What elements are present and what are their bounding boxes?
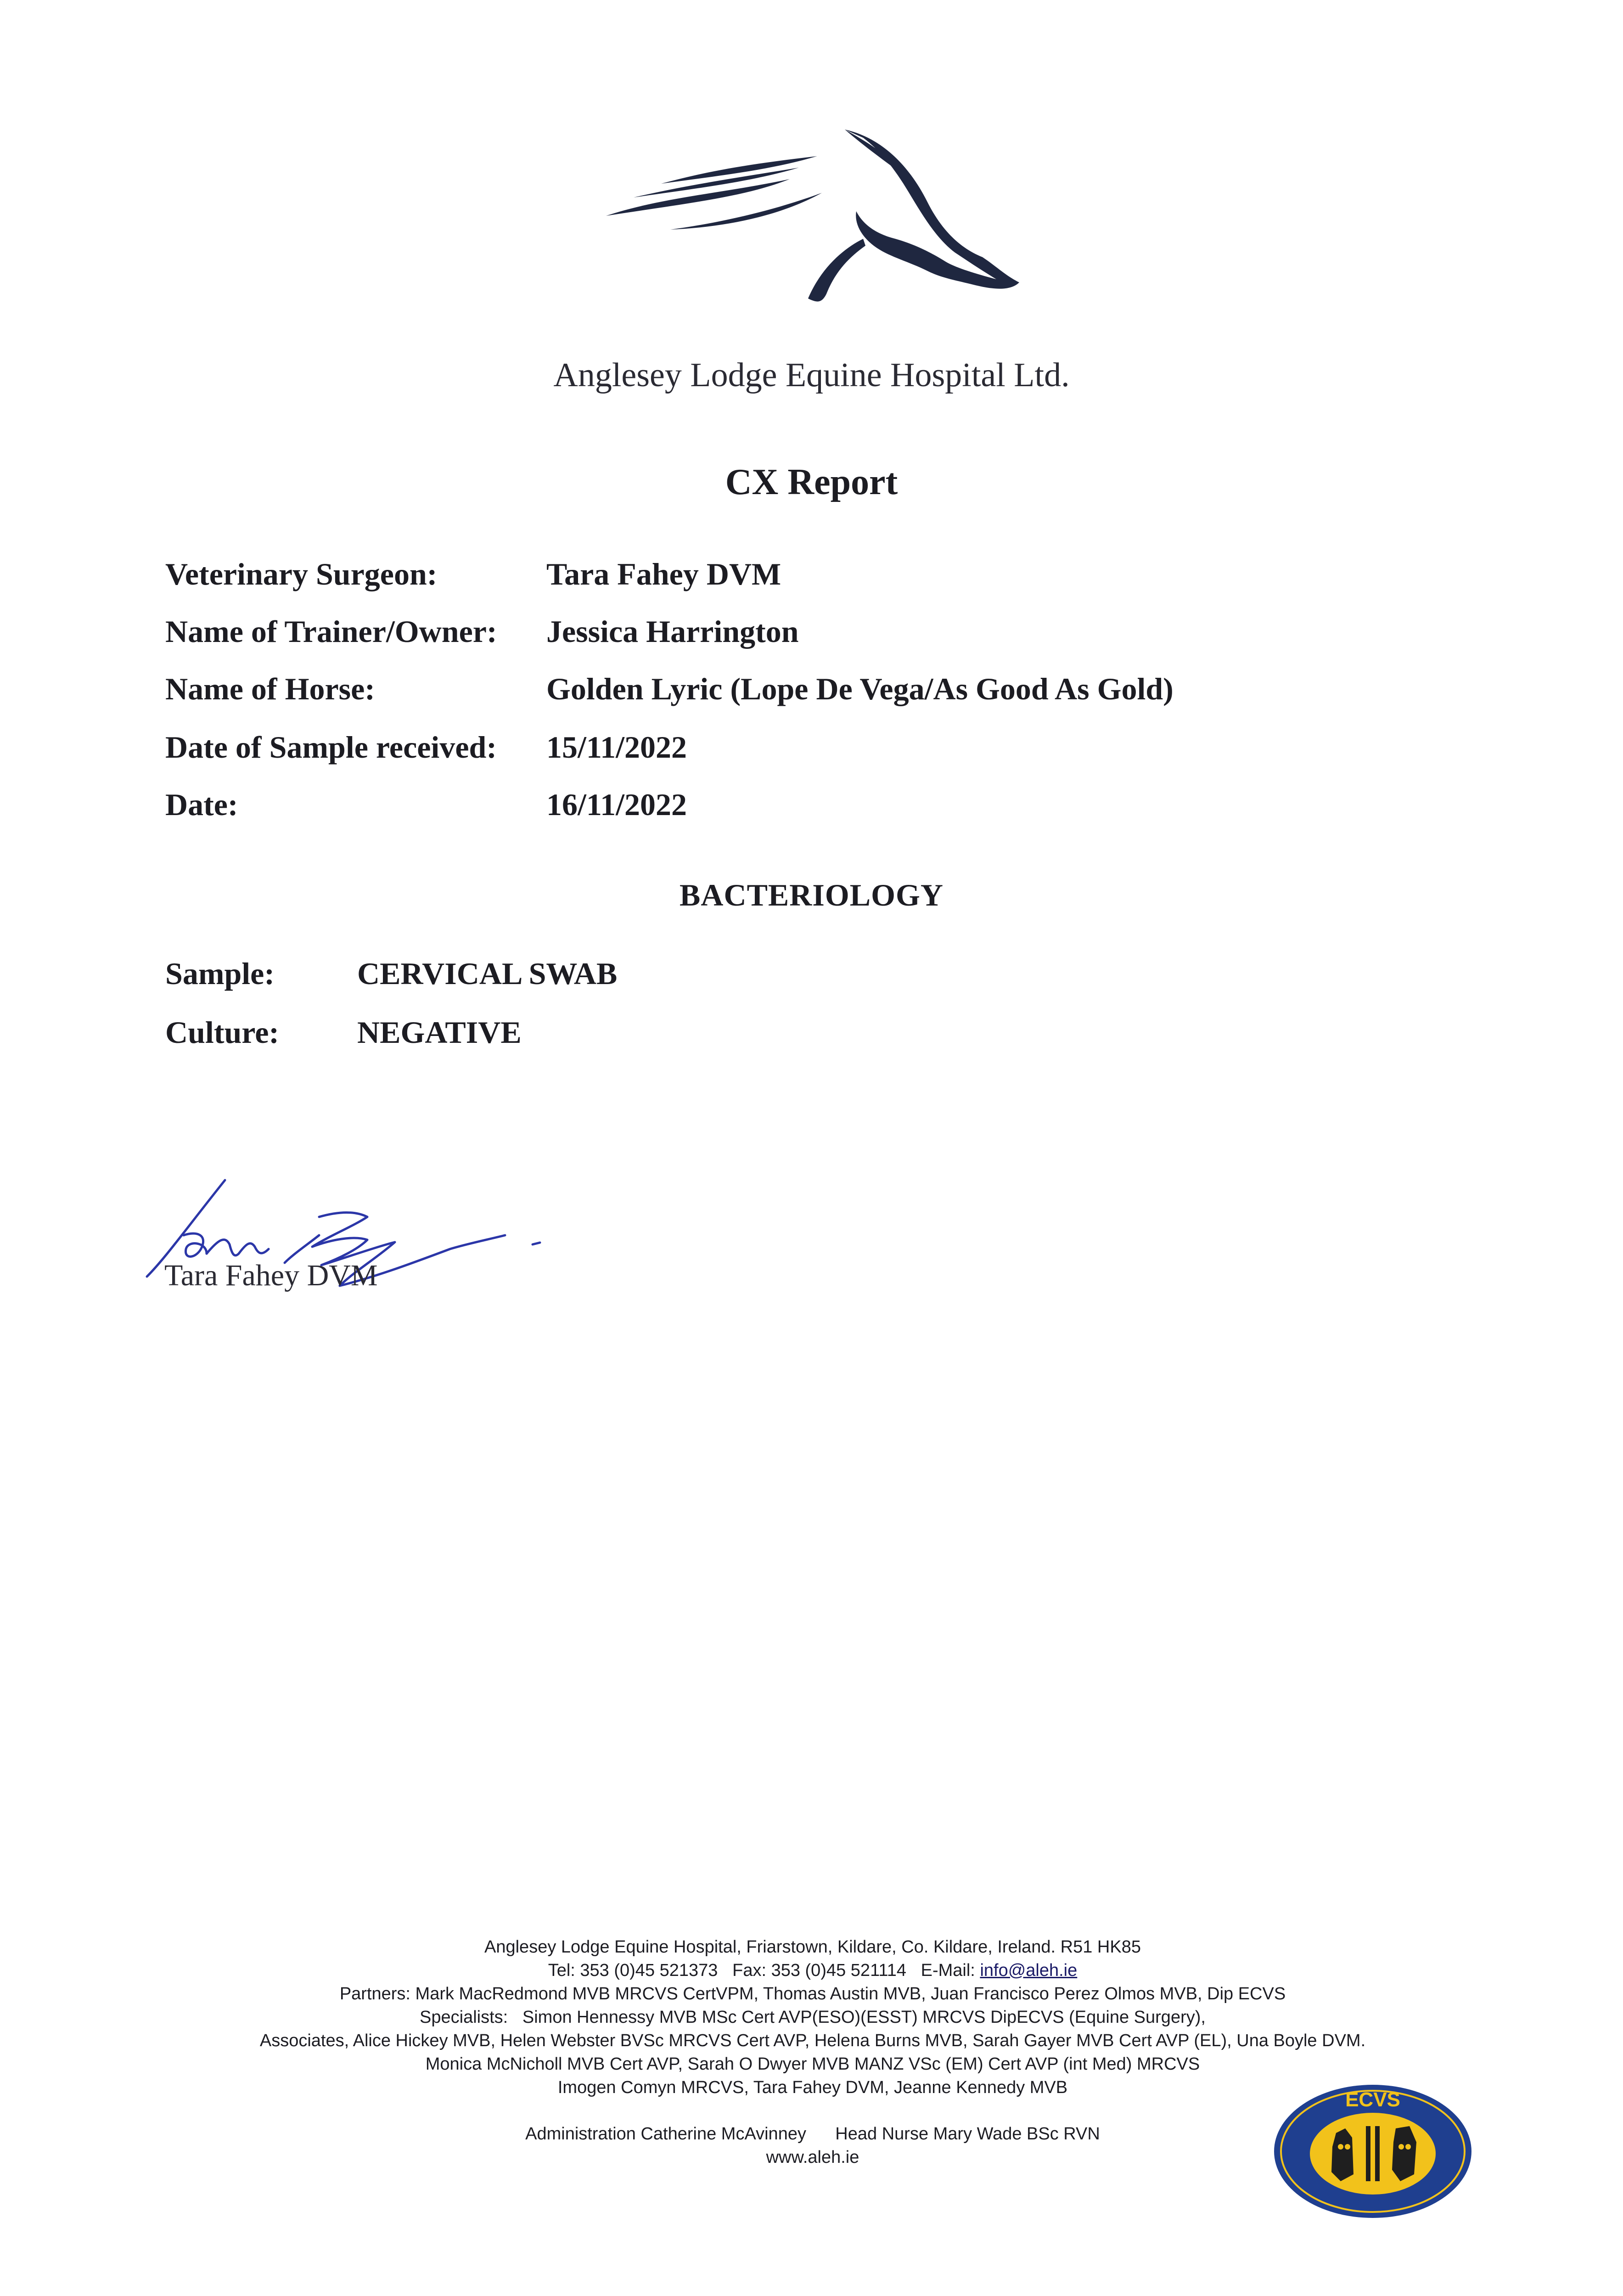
sample-value: CERVICAL SWAB — [357, 956, 618, 991]
footer-associates: Associates, Alice Hickey MVB, Helen Webster BVSc MRCVS Cert AVP, Helena Burns MVB, Sarah Gayer MVB Cert AVP (EL), Una Boyle DVM. — [259, 2031, 1366, 2050]
email-link[interactable]: info@aleh.ie — [980, 1961, 1078, 1980]
culture-label: Culture: — [165, 1015, 280, 1050]
footer-website[interactable]: www.aleh.ie — [766, 2148, 859, 2167]
footer-address: Anglesey Lodge Equine Hospital, Friarstown, Kildare, Co. Kildare, Ireland. R51 HK85 — [484, 1937, 1141, 1957]
footer — [174, 1936, 1451, 2169]
footer-contact-numbers: Tel: 353 (0)45 521373 Fax: 353 (0)45 521114 E-Mail: — [548, 1961, 980, 1980]
ecvs-seal-icon — [1272, 2082, 1474, 2220]
footer-contact — [174, 1959, 1451, 1982]
section-heading-bacteriology: BACTERIOLOGY — [680, 878, 943, 912]
organization-name: Anglesey Lodge Equine Hospital Ltd. — [553, 356, 1070, 394]
sample-received-date-value: 15/11/2022 — [546, 730, 687, 765]
veterinary-surgeon-label: Veterinary Surgeon: — [165, 557, 438, 591]
sample-received-date-label: Date of Sample received: — [165, 730, 497, 765]
report-date-value: 16/11/2022 — [546, 787, 687, 822]
report-title: CX Report — [725, 462, 898, 502]
seal-text: ECVS — [1345, 2088, 1400, 2111]
footer-partners: Partners: Mark MacRedmond MVB MRCVS CertVPM, Thomas Austin MVB, Juan Francisco Perez Olmos MVB, Dip ECVS — [339, 1984, 1286, 2003]
horse-head-logo-icon — [606, 124, 1028, 308]
footer-spacer — [174, 2099, 1451, 2122]
culture-value: NEGATIVE — [357, 1015, 522, 1050]
horse-name-value: Golden Lyric (Lope De Vega/As Good As Gold) — [546, 671, 1174, 706]
horse-name-label: Name of Horse: — [165, 671, 375, 706]
footer-specialists: Specialists: Simon Hennessy MVB MSc Cert AVP(ESO)(ESST) MRCVS DipECVS (Equine Surgery), — [420, 2008, 1206, 2027]
footer-associates-2: Monica McNicholl MVB Cert AVP, Sarah O Dwyer MVB MANZ VSc (EM) Cert AVP (int Med) MRCVS — [425, 2054, 1200, 2074]
footer-associates-3: Imogen Comyn MRCVS, Tara Fahey DVM, Jeanne Kennedy MVB — [557, 2078, 1068, 2097]
report-date-label: Date: — [165, 787, 238, 822]
trainer-owner-label: Name of Trainer/Owner: — [165, 614, 497, 649]
trainer-owner-value: Jessica Harrington — [546, 614, 799, 649]
signature-name: Tara Fahey DVM — [164, 1259, 378, 1292]
footer-admin: Administration Catherine McAvinney Head Nurse Mary Wade BSc RVN — [525, 2124, 1100, 2144]
sample-label: Sample: — [165, 956, 275, 991]
veterinary-surgeon-value: Tara Fahey DVM — [546, 557, 781, 591]
